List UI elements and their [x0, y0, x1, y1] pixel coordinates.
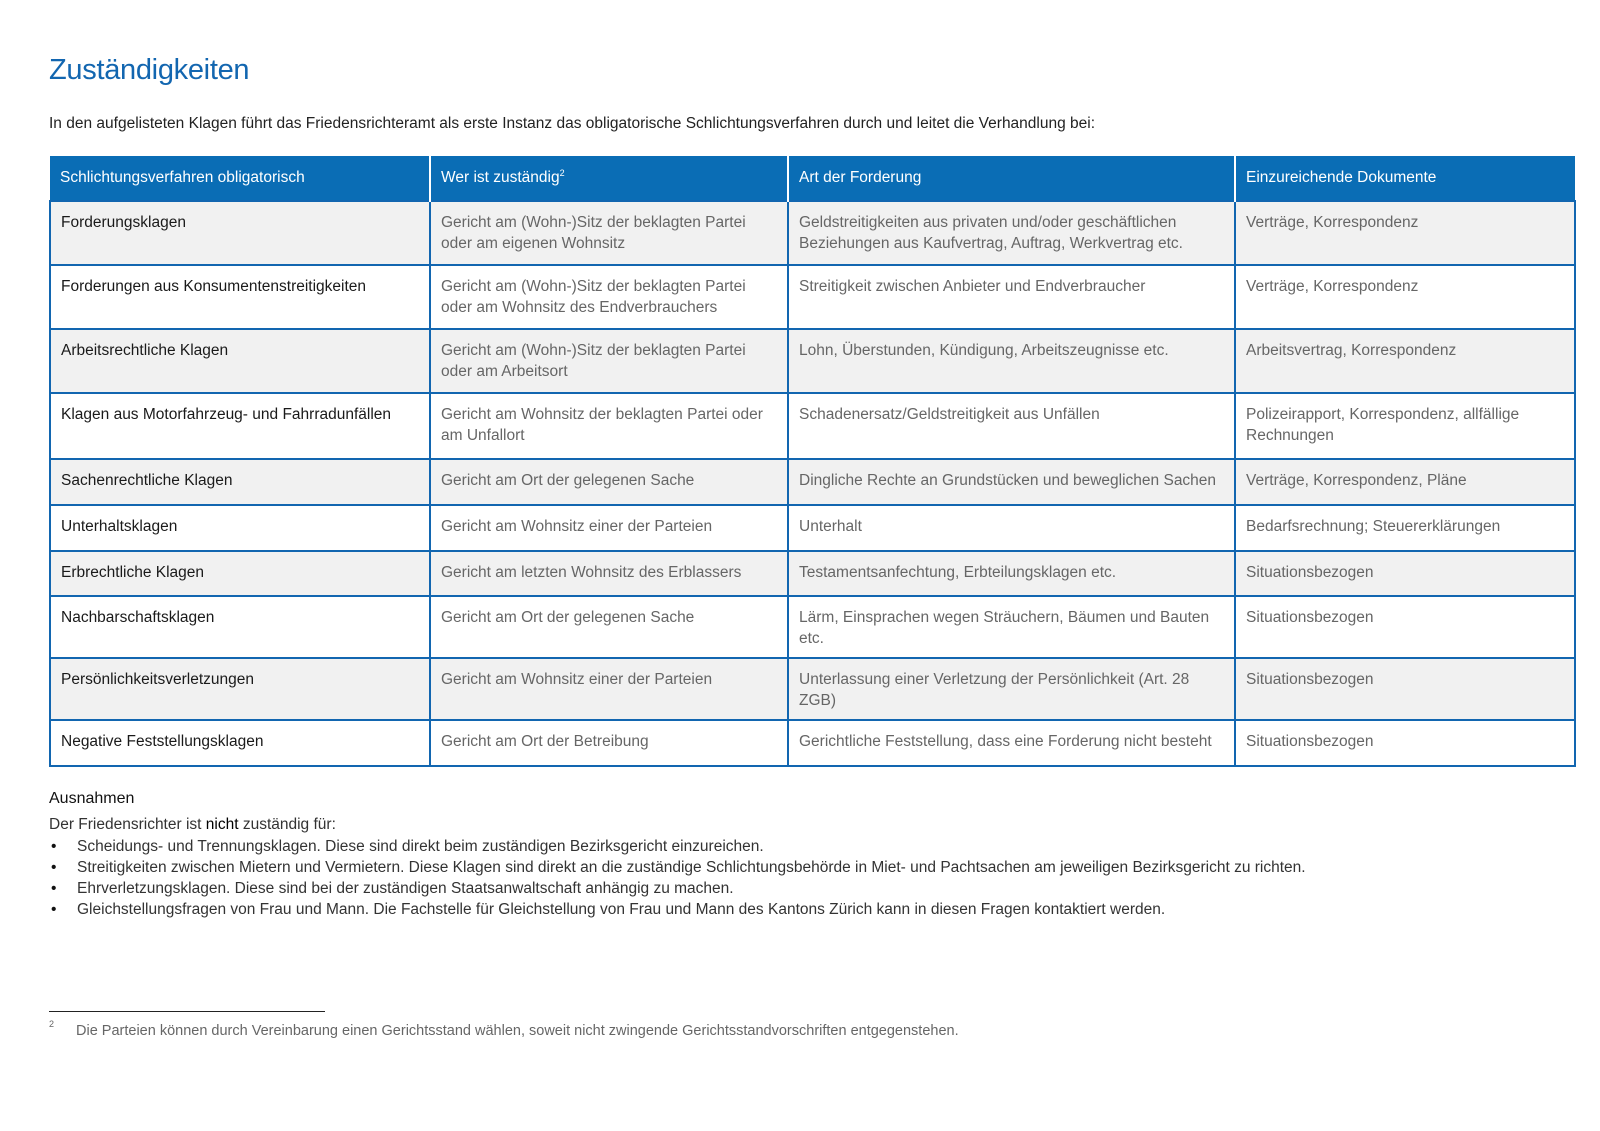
- exceptions-lead-before: Der Friedensrichter ist: [49, 816, 206, 833]
- table-cell-procedure: Persönlichkeitsverletzungen: [50, 658, 430, 720]
- exceptions-list: [49, 836, 1306, 920]
- table-cell-claim-type: Geldstreitigkeiten aus privaten und/oder geschäftlichen Beziehungen aus Kaufvertrag, Auftrag, Werkvertrag etc.: [788, 201, 1235, 265]
- table-cell-procedure: Negative Feststellungsklagen: [50, 720, 430, 766]
- table-cell-documents: Polizeirapport, Korrespondenz, allfällige Rechnungen: [1235, 393, 1575, 459]
- table-cell-claim-type: Unterhalt: [788, 505, 1235, 551]
- bullet-icon: •: [51, 901, 57, 918]
- intro-text: In den aufgelisteten Klagen führt das Friedensrichteramt als erste Instanz das obligatorische Schlichtungsverfahren durch und leitet die Verhandlung bei:: [49, 115, 1096, 132]
- list-item: [49, 899, 1306, 920]
- table-cell-responsible: Gericht am letzten Wohnsitz des Erblassers: [430, 551, 788, 596]
- table-cell-documents: Verträge, Korrespondenz, Pläne: [1235, 459, 1575, 505]
- footnote-divider: [49, 1011, 325, 1012]
- table-cell-claim-type: Testamentsanfechtung, Erbteilungsklagen etc.: [788, 551, 1235, 596]
- table-cell-documents: Arbeitsvertrag, Korrespondenz: [1235, 329, 1575, 393]
- table-cell-claim-type: Lohn, Überstunden, Kündigung, Arbeitszeugnisse etc.: [788, 329, 1235, 393]
- table-row: [50, 459, 1575, 505]
- table-row: [50, 551, 1575, 596]
- header-cell-responsible-label: Wer ist zuständig: [441, 169, 560, 187]
- table-cell-claim-type: Dingliche Rechte an Grundstücken und beweglichen Sachen: [788, 459, 1235, 505]
- table-cell-procedure: Unterhaltsklagen: [50, 505, 430, 551]
- table-cell-claim-type: Streitigkeit zwischen Anbieter und Endverbraucher: [788, 265, 1235, 329]
- exceptions-section: [49, 790, 1306, 920]
- table-cell-procedure: Erbrechtliche Klagen: [50, 551, 430, 596]
- table-cell-procedure: Forderungen aus Konsumentenstreitigkeiten: [50, 265, 430, 329]
- header-cell-responsible: [430, 156, 788, 201]
- table-row: [50, 393, 1575, 459]
- table-cell-claim-type: Unterlassung einer Verletzung der Persönlichkeit (Art. 28 ZGB): [788, 658, 1235, 720]
- exceptions-lead: [49, 814, 1306, 835]
- table-cell-responsible: Gericht am Ort der gelegenen Sache: [430, 459, 788, 505]
- table-cell-responsible: Gericht am Wohnsitz einer der Parteien: [430, 505, 788, 551]
- header-cell-procedure: Schlichtungsverfahren obligatorisch: [50, 156, 430, 201]
- exceptions-lead-after: zuständig für:: [238, 816, 336, 833]
- table-cell-procedure: Forderungsklagen: [50, 201, 430, 265]
- table-cell-procedure: Klagen aus Motorfahrzeug- und Fahrradunfällen: [50, 393, 430, 459]
- table-cell-responsible: Gericht am (Wohn-)Sitz der beklagten Partei oder am Arbeitsort: [430, 329, 788, 393]
- table-row: [50, 658, 1575, 720]
- table-cell-claim-type: Lärm, Einsprachen wegen Sträuchern, Bäumen und Bauten etc.: [788, 596, 1235, 658]
- table-cell-responsible: Gericht am (Wohn-)Sitz der beklagten Partei oder am Wohnsitz des Endverbrauchers: [430, 265, 788, 329]
- list-item-text: Scheidungs- und Trennungsklagen. Diese sind direkt beim zuständigen Bezirksgericht einzureichen.: [77, 838, 764, 855]
- page-title: Zuständigkeiten: [49, 54, 250, 86]
- list-item: [49, 878, 1306, 899]
- table-cell-procedure: Sachenrechtliche Klagen: [50, 459, 430, 505]
- table-cell-documents: Verträge, Korrespondenz: [1235, 265, 1575, 329]
- table-row: [50, 329, 1575, 393]
- table-row: [50, 596, 1575, 658]
- table-cell-responsible: Gericht am Ort der Betreibung: [430, 720, 788, 766]
- bullet-icon: •: [51, 859, 57, 876]
- table-cell-claim-type: Schadenersatz/Geldstreitigkeit aus Unfällen: [788, 393, 1235, 459]
- list-item-text: Streitigkeiten zwischen Mietern und Vermietern. Diese Klagen sind direkt an die zuständige Schlichtungsbehörde in Miet- und Pachtsachen am jeweiligen Bezirksgericht zu richten.: [77, 859, 1306, 876]
- table-cell-procedure: Arbeitsrechtliche Klagen: [50, 329, 430, 393]
- table-cell-documents: Bedarfsrechnung; Steuererklärungen: [1235, 505, 1575, 551]
- table-cell-documents: Situationsbezogen: [1235, 720, 1575, 766]
- table-cell-responsible: Gericht am Wohnsitz der beklagten Partei oder am Unfallort: [430, 393, 788, 459]
- bullet-icon: •: [51, 838, 57, 855]
- table-cell-responsible: Gericht am Ort der gelegenen Sache: [430, 596, 788, 658]
- table-cell-responsible: Gericht am Wohnsitz einer der Parteien: [430, 658, 788, 720]
- footnote-mark: 2: [49, 1019, 55, 1029]
- table-cell-documents: Verträge, Korrespondenz: [1235, 201, 1575, 265]
- list-item-text: Ehrverletzungsklagen. Diese sind bei der zuständigen Staatsanwaltschaft anhängig zu machen.: [77, 880, 734, 897]
- table-row: [50, 505, 1575, 551]
- table-cell-claim-type: Gerichtliche Feststellung, dass eine Forderung nicht besteht: [788, 720, 1235, 766]
- table-row: [50, 720, 1575, 766]
- list-item-text: Gleichstellungsfragen von Frau und Mann. Die Fachstelle für Gleichstellung von Frau und Mann des Kantons Zürich kann in diesen Fragen kontaktiert werden.: [77, 901, 1166, 918]
- footnote-reference: 2: [559, 168, 565, 179]
- list-item: [49, 836, 1306, 857]
- table-row: [50, 201, 1575, 265]
- table-row: [50, 265, 1575, 329]
- table-cell-documents: Situationsbezogen: [1235, 551, 1575, 596]
- header-cell-documents: Einzureichende Dokumente: [1235, 156, 1575, 201]
- footnote-text: Die Parteien können durch Vereinbarung einen Gerichtsstand wählen, soweit nicht zwingende Gerichtsstandvorschriften entgegenstehen.: [76, 1023, 959, 1039]
- header-cell-claim-type: Art der Forderung: [788, 156, 1235, 201]
- exceptions-heading: Ausnahmen: [49, 790, 135, 807]
- footnote: [49, 1019, 959, 1039]
- table-cell-documents: Situationsbezogen: [1235, 658, 1575, 720]
- list-item: [49, 857, 1306, 878]
- bullet-icon: •: [51, 880, 57, 897]
- table-cell-procedure: Nachbarschaftsklagen: [50, 596, 430, 658]
- jurisdiction-table: [49, 156, 1576, 767]
- table-cell-documents: Situationsbezogen: [1235, 596, 1575, 658]
- table-header-row: [50, 156, 1575, 201]
- exceptions-lead-emphasis: nicht: [205, 816, 239, 833]
- table-cell-responsible: Gericht am (Wohn-)Sitz der beklagten Partei oder am eigenen Wohnsitz: [430, 201, 788, 265]
